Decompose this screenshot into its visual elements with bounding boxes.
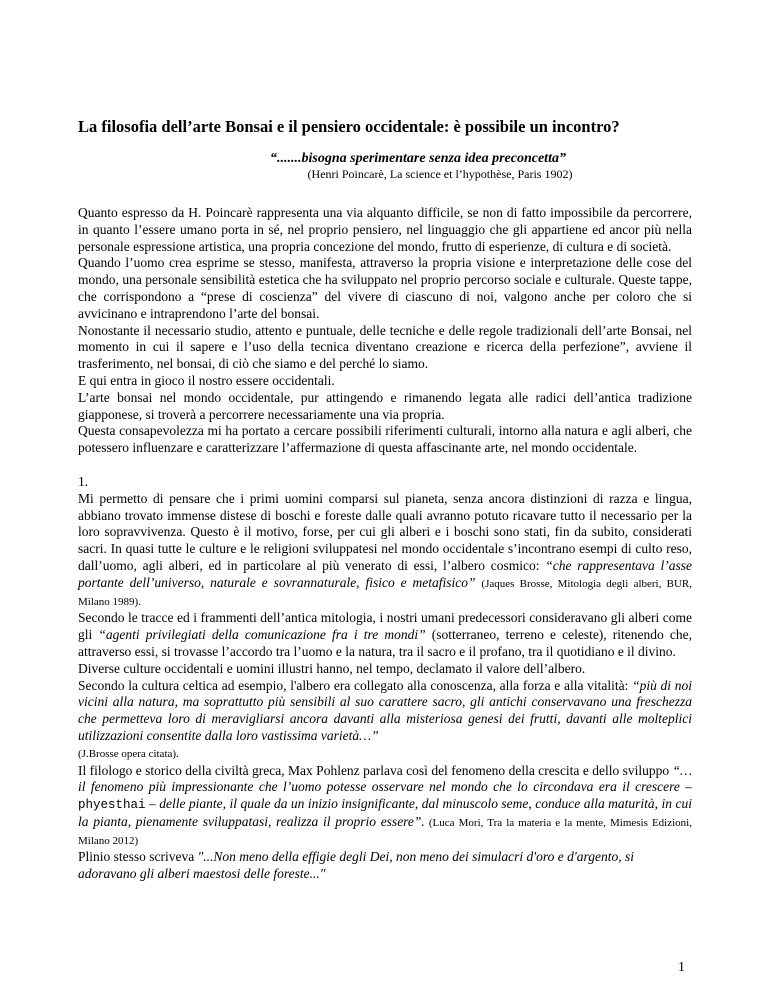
page-number: 1 xyxy=(678,960,685,975)
paragraph-text: (sotterraneo, terreno e celeste), ritenendo che, attraverso essi, si trovasse l’accordo tra l’uomo e la natura, tra il sacro e il profano, tra il quotidiano e il divino. xyxy=(78,627,692,659)
section-paragraph xyxy=(78,763,692,850)
paragraph-text: Secondo la cultura celtica ad esempio, l'albero era collegato alla conoscenza, alla forza e alla vitalità: xyxy=(78,677,633,693)
paragraph-text: Mi permetto di pensare che i primi uomini comparsi sul pianeta, senza ancora distinzioni di razza e lingua, abbiano trovato immense distese di boschi e foreste dalle quali avranno potuto ricavare tutto il necessario per la loro sopravvivenza. Questo è il motivo, forse, per cui gli alberi e i boschi sono stati, fin da subito, considerati sacri. In quasi tutte le culture e le religioni sviluppatesi nel mondo occidentale s’incontrano esempi di culto reso, dall’uomo, agli alberi, ed in particolare al più venerato di essi, l’albero cosmico: xyxy=(78,490,692,573)
paragraph-text: Plinio stesso scriveva xyxy=(78,849,198,865)
section-spacer xyxy=(78,457,692,474)
citation: (Jaques Brosse, Mitologia degli alberi, BUR, Milano 1989). xyxy=(78,577,692,608)
section-paragraph: Diverse culture occidentali e uomini illustri hanno, nel tempo, declamato il valore dell’albero. xyxy=(78,660,586,676)
paragraph-text: Il filologo e storico della civiltà greca, Max Pohlenz parlava così del fenomeno della crescita e dello sviluppo xyxy=(78,762,673,778)
paragraph-text: Secondo le tracce ed i frammenti dell’antica mitologia, i nostri umani predecessori consideravano gli alberi come gli xyxy=(78,610,692,643)
section-paragraph xyxy=(78,610,692,660)
paragraph: Quando l’uomo crea esprime se stesso, manifesta, attraverso la propria visione e interpretazione delle cose del mondo, una personale sensibilità estetica che ha sviluppato nel proprio percorso sociale e culturale. Queste tappe, che corrispondono a “prese di coscienza” del vivere di ciascuno di noi, valgono anche per coloro che si avvicinano e intraprendono l’arte del bonsai. xyxy=(78,255,692,321)
paragraph: L’arte bonsai nel mondo occidentale, pur attingendo e rimanendo legata alle radici dell’antica tradizione giapponese, si troverà a percorrere necessariamente una via propria. xyxy=(78,389,692,422)
section-paragraph xyxy=(78,678,692,763)
section-paragraph xyxy=(78,491,692,611)
greek-term: phyesthai xyxy=(78,798,146,813)
quotation: “…il fenomeno più impressionante che l’uomo potesse osservare nel mondo che lo circondava era il crescere – xyxy=(78,762,692,795)
section-number: 1. xyxy=(78,473,89,489)
epigraph-quote: “.......bisogna sperimentare senza idea preconcetta” xyxy=(270,151,566,166)
paragraph: Quanto espresso da H. Poincarè rappresenta una via alquanto difficile, se non di fatto impossibile da percorrere, in quanto l’essere umano porta in sé, nel proprio pensiero, nel linguaggio che gli appartiene ed ancor più nella personale espressione artistica, una propria concezione del mondo, frutto di esperienze, di cultura e di società. xyxy=(78,205,692,254)
section-paragraph xyxy=(78,849,692,883)
quotation: “più di noi vicini alla natura, ma soprattutto più sensibili al suo carattere sacro, gli antichi conservavano una freschezza che permetteva loro di meravigliarsi ancora davanti alla misteriosa genesi dei frutti, davanti alle molteplici utilizzazioni consentite dalla loro vastissima varietà…” xyxy=(78,677,692,743)
quotation: “agenti privilegiati della comunicazione fra i tre mondi” xyxy=(98,627,426,643)
quotation: "...Non meno della effigie degli Dei, non meno dei simulacri d'oro e d'argento, si adoravano gli alberi maestosi delle foreste..." xyxy=(78,849,635,882)
paragraph: E qui entra in gioco il nostro essere occidentali. xyxy=(78,372,335,388)
citation: (J.Brosse opera citata). xyxy=(78,747,179,760)
citation: (Luca Mori, Tra la materia e la mente, Mimesis Edizioni, Milano 2012) xyxy=(78,816,692,847)
quotation: “che rappresentava l’asse portante dell’universo, naturale e sovrannaturale, fisico e metafisico” xyxy=(78,557,692,590)
document-title: La filosofia dell’arte Bonsai e il pensiero occidentale: è possibile un incontro? xyxy=(78,117,620,136)
paragraph: Questa consapevolezza mi ha portato a cercare possibili riferimenti culturali, intorno alla natura e agli alberi, che potessero influenzare e caratterizzare l’affermazione di questa affascinante arte, nel mondo occidentale. xyxy=(78,423,692,456)
quotation: – delle piante, il quale da un inizio insignificante, dal minuscolo seme, conduce alla maturità, in cui la pianta, pienamente sviluppatasi, realizza il proprio essere”. xyxy=(78,796,692,829)
paragraph: Nonostante il necessario studio, attento e puntuale, delle tecniche e delle regole tradizionali dell’arte Bonsai, nel momento in cui il sapere e l’uso della tecnica diventano creazione e ricerca della perfezione”, avviene il trasferimento, nel bonsai, di ciò che siamo e del perché lo siamo. xyxy=(78,322,692,372)
document-body xyxy=(78,205,692,883)
epigraph-source: (Henri Poincarè, La science et l’hypothèse, Paris 1902) xyxy=(307,167,573,181)
